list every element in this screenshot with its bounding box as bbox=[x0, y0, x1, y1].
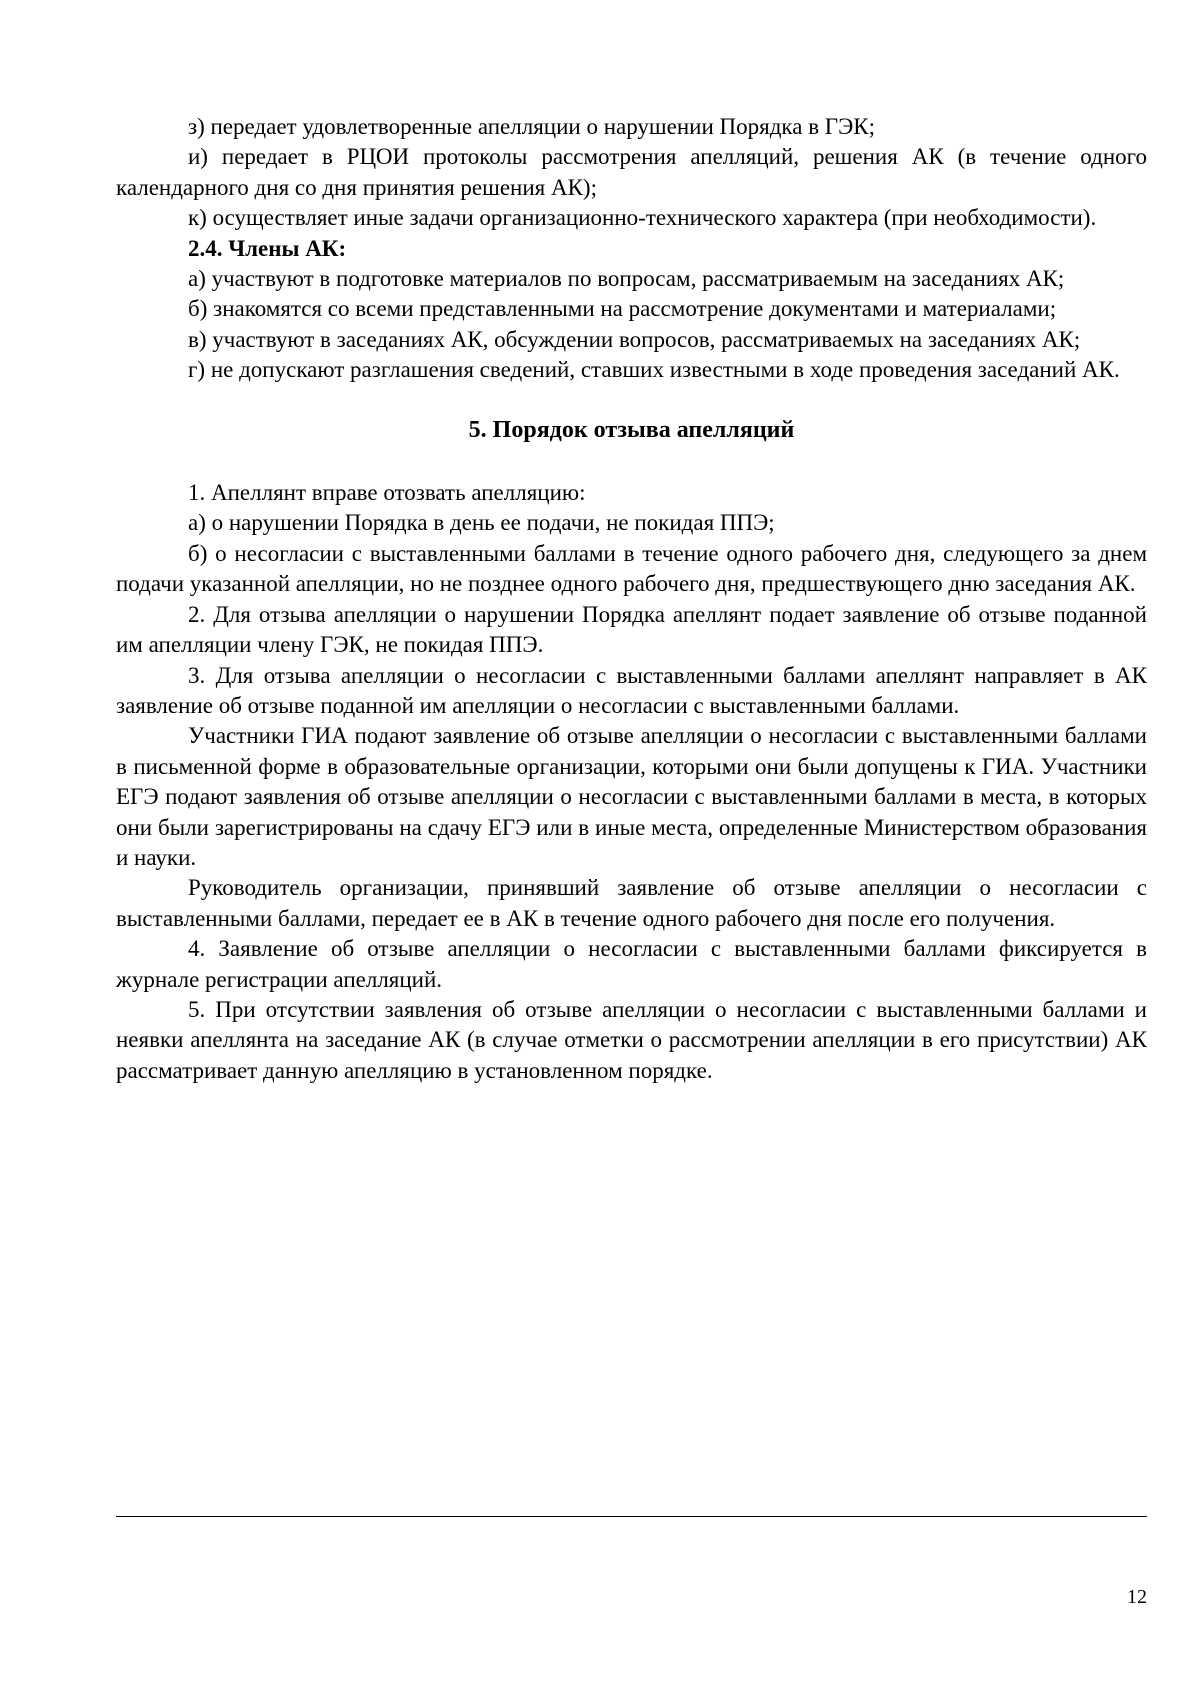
members-item-a: а) участвуют в подготовке материалов по вопросам, рассматриваемым на заседаниях АК; bbox=[188, 266, 1065, 292]
document-body bbox=[116, 112, 1147, 1086]
item-i: и) передает в РЦОИ протоколы рассмотрения апелляций, решения АК (в течение одного календарного дня со дня принятия решения АК); bbox=[116, 144, 1147, 200]
section5-p3-participants: Участники ГИА подают заявление об отзыве апелляции о несогласии с выставленными баллами в письменной форме в образовательные организации, которыми они были допущены к ГИА. Участники ЕГЭ подают заявления об отзыве апелляции о несогласии с выставленными баллами в места, в которых они были зарегистрированы на сдачу ЕГЭ или в иные места, определенные Министерством образования и науки. bbox=[116, 723, 1147, 870]
section5-p4: 4. Заявление об отзыве апелляции о несогласии с выставленными баллами фиксируется в журнале регистрации апелляций. bbox=[116, 936, 1147, 992]
members-item-g: г) не допускают разглашения сведений, ставших известными в ходе проведения заседаний АК. bbox=[188, 357, 1120, 383]
section-title: 5. Порядок отзыва апелляций bbox=[468, 416, 795, 443]
members-heading: 2.4. Члены АК: bbox=[188, 235, 347, 261]
item-k: к) осуществляет иные задачи организационно-технического характера (при необходимости). bbox=[188, 205, 1097, 231]
section5-p3: 3. Для отзыва апелляции о несогласии с выставленными баллами апеллянт направляет в АК заявление об отзыве поданной им апелляции о несогласии с выставленными баллами. bbox=[116, 662, 1147, 718]
footer-divider bbox=[116, 1516, 1147, 1517]
members-item-b: б) знакомятся со всеми представленными на рассмотрение документами и материалами; bbox=[188, 296, 1057, 322]
item-z: з) передает удовлетворенные апелляции о нарушении Порядка в ГЭК; bbox=[188, 114, 876, 139]
section5-p1: 1. Апеллянт вправе отозвать апелляцию: bbox=[188, 480, 586, 506]
members-item-v: в) участвуют в заседаниях АК, обсуждении вопросов, рассматриваемых на заседаниях АК; bbox=[188, 326, 1081, 352]
section5-p1b: б) о несогласии с выставленными баллами в течение одного рабочего дня, следующего за днем подачи указанной апелляции, но не позднее одного рабочего дня, предшествующего дню заседания АК. bbox=[116, 540, 1147, 597]
section5-p2: 2. Для отзыва апелляции о нарушении Порядка апеллянт подает заявление об отзыве поданной им апелляции члену ГЭК, не покидая ППЭ. bbox=[116, 601, 1147, 658]
section5-p1a: а) о нарушении Порядка в день ее подачи, не покидая ППЭ; bbox=[188, 510, 775, 536]
page-number: 12 bbox=[1127, 1586, 1147, 1608]
section5-p5: 5. При отсутствии заявления об отзыве апелляции о несогласии с выставленными баллами и неявки апеллянта на заседание АК (в случае отметки о рассмотрении апелляции в его присутствии) АК рассматривает данную апелляцию в установленном порядке. bbox=[116, 996, 1147, 1083]
section5-p3-head: Руководитель организации, принявший заявление об отзыве апелляции о несогласии с выставленными баллами, передает ее в АК в течение одного рабочего дня после его получения. bbox=[116, 875, 1147, 931]
